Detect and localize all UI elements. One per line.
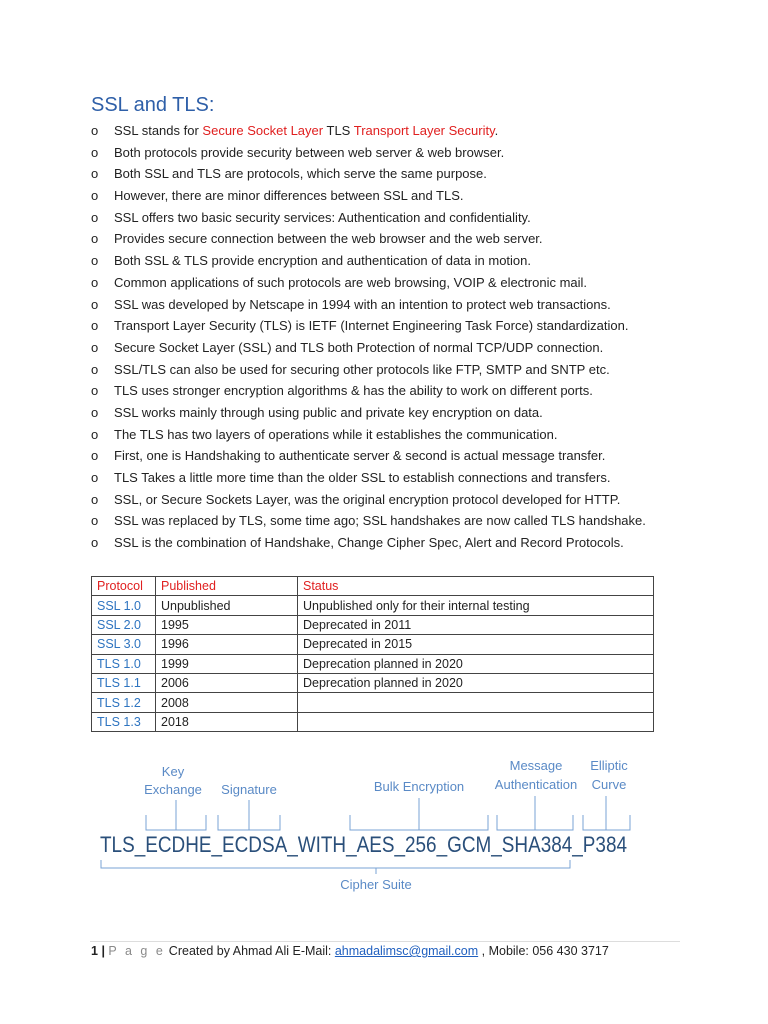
list-item xyxy=(91,250,711,272)
bullet-marker: o xyxy=(91,404,99,420)
ssl-full-name: Secure Socket Layer xyxy=(202,123,324,138)
page-title: SSL and TLS: xyxy=(91,94,215,116)
list-item xyxy=(91,163,711,185)
elliptic-curve-label-line2: Curve xyxy=(591,777,627,792)
sentence-end: . xyxy=(494,123,499,138)
bullet-marker: o xyxy=(91,274,99,290)
header-protocol: Protocol xyxy=(92,577,156,596)
published-cell: 2006 xyxy=(156,673,298,692)
list-item xyxy=(91,445,711,467)
list-item xyxy=(91,120,711,142)
bullet-marker: o xyxy=(91,383,99,399)
published-cell: 1995 xyxy=(156,615,298,634)
bullet-marker: o xyxy=(91,188,99,204)
table-header-row xyxy=(92,577,654,596)
status-cell: Deprecated in 2011 xyxy=(298,615,654,634)
bullet-text: Secure Socket Layer (SSL) and TLS both Protection of normal TCP/UDP connection. xyxy=(114,339,604,355)
message-auth-bracket xyxy=(497,796,573,830)
cipher-suite-bracket xyxy=(101,860,570,874)
bulk-encryption-bracket xyxy=(350,798,488,830)
bullet-text: However, there are minor differences between SSL and TLS. xyxy=(114,188,464,204)
table-row xyxy=(92,635,654,654)
footer-separator: | xyxy=(101,944,105,958)
cipher-suite-diagram xyxy=(0,750,768,900)
status-cell: Unpublished only for their internal testing xyxy=(298,596,654,615)
tls-full-name: Transport Layer Security xyxy=(353,123,495,138)
bullet-text: Both SSL and TLS are protocols, which serve the same purpose. xyxy=(114,166,487,182)
page-word: P a g e xyxy=(108,944,166,958)
cipher-suite-label: Cipher Suite xyxy=(340,877,412,892)
bullet-text: The TLS has two layers of operations while it establishes the communication. xyxy=(114,426,558,442)
page-number: 1 xyxy=(91,944,98,958)
signature-bracket xyxy=(218,800,280,830)
protocol-cell: SSL 3.0 xyxy=(92,635,156,654)
bullet-text: SSL offers two basic security services: Authentication and confidentiality. xyxy=(114,209,531,225)
protocol-table xyxy=(91,576,654,732)
table-row xyxy=(92,712,654,731)
protocol-cell: SSL 1.0 xyxy=(92,596,156,615)
bullet-marker: o xyxy=(91,318,99,334)
bullet-marker: o xyxy=(91,166,99,182)
status-cell: Deprecation planned in 2020 xyxy=(298,673,654,692)
list-item xyxy=(91,207,711,229)
published-cell: 2018 xyxy=(156,712,298,731)
list-item xyxy=(91,510,711,532)
table-row xyxy=(92,673,654,692)
published-cell: 1999 xyxy=(156,654,298,673)
list-item xyxy=(91,489,711,511)
bullet-marker: o xyxy=(91,470,99,485)
bullet-list xyxy=(91,120,711,554)
list-item xyxy=(91,424,711,446)
list-item xyxy=(91,532,711,554)
status-cell: Deprecation planned in 2020 xyxy=(298,654,654,673)
list-item xyxy=(91,337,711,359)
bullet-marker: o xyxy=(91,144,99,160)
status-cell: Deprecated in 2015 xyxy=(298,635,654,654)
published-cell: 2008 xyxy=(156,693,298,712)
bullet-marker: o xyxy=(91,535,99,551)
bullet-marker: o xyxy=(91,448,99,464)
list-item xyxy=(91,315,711,337)
bullet-marker: o xyxy=(91,426,99,442)
bullet-text: Transport Layer Security (TLS) is IETF (Internet Engineering Task Force) standardization. xyxy=(114,318,629,334)
list-item xyxy=(91,142,711,164)
bullet-marker: o xyxy=(91,296,99,312)
bullet-text: Both protocols provide security between web server & web browser. xyxy=(114,144,505,160)
published-cell: Unpublished xyxy=(156,596,298,615)
elliptic-curve-bracket xyxy=(583,796,630,830)
protocol-cell: SSL 2.0 xyxy=(92,615,156,634)
protocol-cell: TLS 1.0 xyxy=(92,654,156,673)
list-item xyxy=(91,467,711,489)
bullet-text: Both SSL & TLS provide encryption and authentication of data in motion. xyxy=(114,253,531,269)
tls-abbr: TLS xyxy=(326,123,351,138)
bullet-text: SSL/TLS can also be used for securing other protocols like FTP, SMTP and SNTP etc. xyxy=(114,361,610,377)
bullet-text: First, one is Handshaking to authenticate server & second is actual message transfer. xyxy=(114,448,606,464)
list-item xyxy=(91,228,711,250)
key-exchange-label-line2: Exchange xyxy=(144,782,202,797)
page-footer xyxy=(91,944,609,958)
bullet-text: SSL works mainly through using public and private key encryption on data. xyxy=(114,404,543,420)
bullet-text: Common applications of such protocols are web browsing, VOIP & electronic mail. xyxy=(114,274,588,290)
header-status: Status xyxy=(298,577,654,596)
table-row xyxy=(92,654,654,673)
elliptic-curve-label-line1: Elliptic xyxy=(590,758,628,773)
list-item xyxy=(91,380,711,402)
bullet-text: SSL was developed by Netscape in 1994 with an intention to protect web transactions. xyxy=(114,296,611,312)
created-by-text: Created by Ahmad Ali E-Mail: xyxy=(168,944,332,958)
key-exchange-label-line1: Key xyxy=(161,764,185,779)
bulk-encryption-label: Bulk Encryption xyxy=(373,779,465,794)
mobile-text: , Mobile: 056 430 3717 xyxy=(481,944,609,958)
list-item xyxy=(91,294,711,316)
bullet-marker: o xyxy=(91,123,99,138)
bullet-marker: o xyxy=(91,491,99,507)
bullet-marker: o xyxy=(91,209,99,225)
message-auth-label-line2: Authentication xyxy=(494,777,578,792)
header-published: Published xyxy=(156,577,298,596)
bullet-text: TLS uses stronger encryption algorithms & has the ability to work on different ports. xyxy=(114,383,593,399)
published-cell: 1996 xyxy=(156,635,298,654)
footer-divider xyxy=(90,941,680,942)
signature-label: Signature xyxy=(221,782,277,797)
bullet-marker: o xyxy=(91,339,99,355)
bullet-marker: o xyxy=(91,253,99,269)
bullet-text: Provides secure connection between the web browser and the web server. xyxy=(114,231,543,247)
table-row xyxy=(92,693,654,712)
table-row xyxy=(92,596,654,615)
status-cell xyxy=(298,712,654,731)
list-item xyxy=(91,185,711,207)
bullet-marker: o xyxy=(91,361,99,377)
email-link[interactable]: ahmadalimsc@gmail.com xyxy=(334,944,479,958)
bullet-text: SSL stands for xyxy=(114,123,199,138)
cipher-suite-string: TLS_ECDHE_ECDSA_WITH_AES_256_GCM_SHA384_P384 xyxy=(100,832,627,857)
message-auth-label-line1: Message xyxy=(509,758,563,773)
list-item xyxy=(91,402,711,424)
protocol-cell: TLS 1.3 xyxy=(92,712,156,731)
bullet-marker: o xyxy=(91,513,99,529)
bullet-text: TLS Takes a little more time than the older SSL to establish connections and transfers. xyxy=(114,470,611,485)
list-item xyxy=(91,359,711,381)
bullet-text: SSL is the combination of Handshake, Change Cipher Spec, Alert and Record Protocols. xyxy=(114,535,624,551)
bullet-text: SSL was replaced by TLS, some time ago; SSL handshakes are now called TLS handshake. xyxy=(114,513,646,529)
bullet-marker: o xyxy=(91,231,99,247)
status-cell xyxy=(298,693,654,712)
table-row xyxy=(92,615,654,634)
list-item xyxy=(91,272,711,294)
key-exchange-bracket xyxy=(146,800,206,830)
protocol-cell: TLS 1.1 xyxy=(92,673,156,692)
bullet-text: SSL, or Secure Sockets Layer, was the original encryption protocol developed for HTTP. xyxy=(114,491,621,507)
protocol-cell: TLS 1.2 xyxy=(92,693,156,712)
